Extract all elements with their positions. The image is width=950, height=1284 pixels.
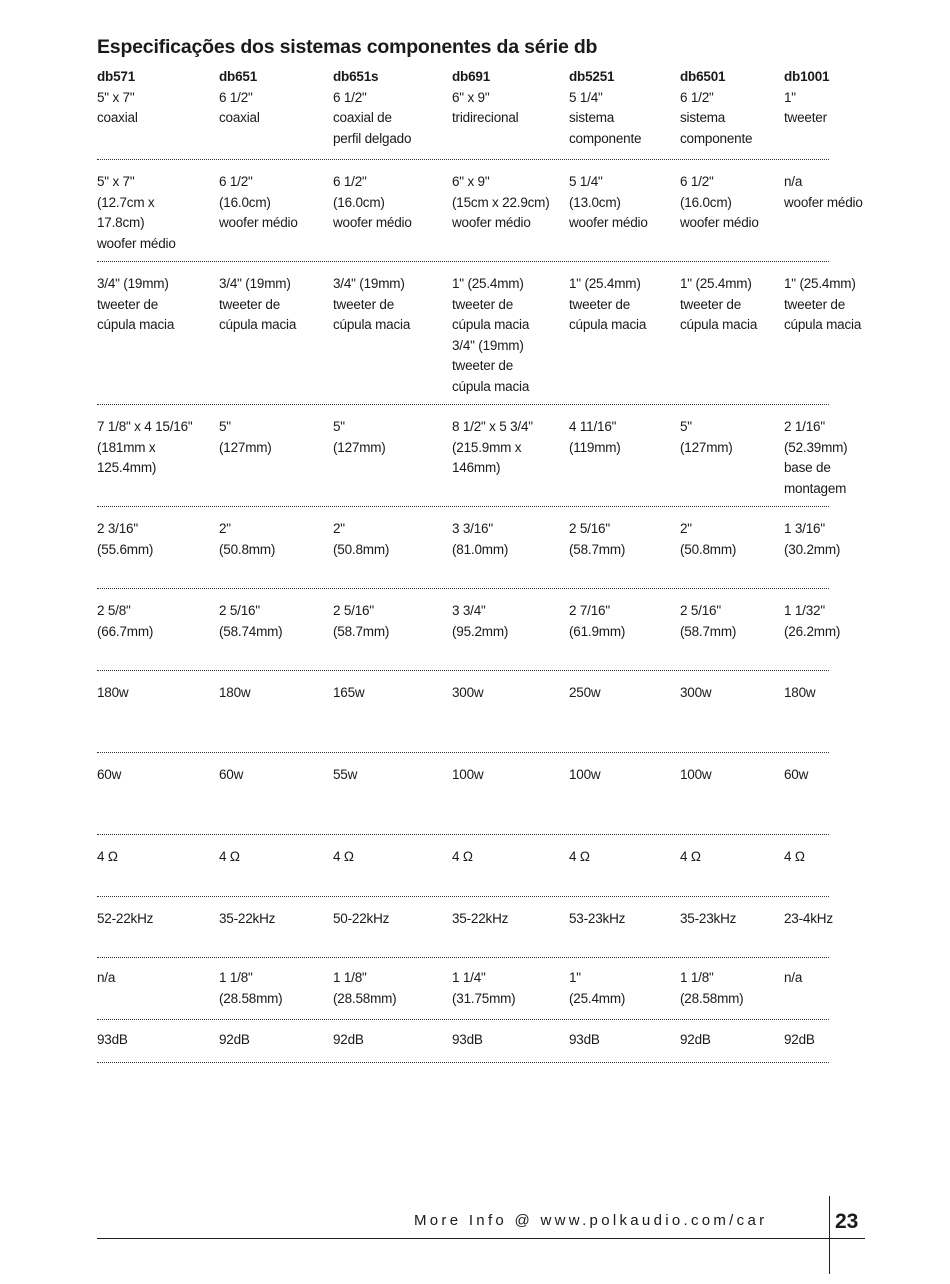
cell-text: 4 11/16" [569, 419, 617, 434]
cell-text: 165w [333, 685, 365, 700]
table-cell [680, 683, 711, 704]
table-cell [97, 519, 153, 560]
cell-text: 50-22kHz [333, 911, 390, 926]
model-description: 1" [784, 89, 796, 105]
table-cell [784, 847, 805, 868]
table-cell [97, 274, 174, 336]
page-number: 23 [835, 1210, 859, 1233]
cell-text: cúpula macia [452, 378, 530, 394]
cell-text: 3/4" (19mm) [333, 276, 405, 291]
cell-text: 93dB [97, 1032, 128, 1047]
model-header-cell [452, 67, 518, 129]
cell-text: tweeter de [452, 358, 514, 373]
cell-text: 35-23kHz [680, 911, 737, 926]
table-cell [333, 601, 389, 642]
cell-text: (52.39mm) [784, 439, 848, 455]
cell-text: (58.7mm) [333, 623, 390, 639]
cell-text: woofer médio [680, 215, 759, 230]
model-description: perfil delgado [333, 130, 412, 146]
table-cell [680, 601, 736, 642]
model-description: componente [569, 130, 642, 146]
model-description: sistema [569, 110, 615, 125]
table-cell [680, 847, 701, 868]
cell-text: n/a [97, 970, 116, 985]
table-cell [97, 683, 128, 704]
table-cell [784, 683, 815, 704]
table-cell [219, 683, 250, 704]
table-cell [97, 601, 153, 642]
table-cell [97, 847, 118, 868]
cell-text: woofer médio [333, 215, 412, 230]
table-cell [784, 968, 802, 989]
table-cell [569, 847, 590, 868]
cell-text: cúpula macia [680, 317, 758, 332]
cell-text: 7 1/8" x 4 15/16" [97, 419, 193, 434]
table-cell [784, 417, 847, 499]
cell-text: (50.8mm) [333, 541, 390, 557]
cell-text: (58.7mm) [680, 623, 737, 639]
table-cell [333, 909, 389, 930]
cell-text: 4 Ω [333, 849, 354, 864]
cell-text: 93dB [452, 1032, 483, 1047]
cell-text: cúpula macia [569, 317, 647, 332]
cell-text: woofer médio [784, 194, 863, 210]
cell-text: 35-22kHz [452, 911, 509, 926]
cell-text: woofer médio [97, 235, 176, 251]
cell-text: tweeter de [680, 296, 742, 312]
cell-text: woofer médio [452, 215, 531, 230]
model-description: componente [680, 130, 753, 146]
table-cell [97, 909, 153, 930]
cell-text: 3/4" (19mm) [219, 276, 291, 291]
cell-text: 23-4kHz [784, 911, 833, 926]
cell-text: 3/4" (19mm) [452, 337, 524, 353]
table-cell [333, 683, 364, 704]
cell-text: (66.7mm) [97, 623, 154, 639]
cell-text: 6 1/2" [219, 174, 253, 189]
table-cell [680, 1030, 711, 1051]
table-row [97, 671, 829, 753]
cell-text: (215.9mm x [452, 439, 522, 455]
table-cell [333, 172, 412, 234]
cell-text: 4 Ω [680, 849, 701, 864]
cell-text: 60w [97, 767, 122, 782]
cell-text: 1 1/8" [219, 970, 253, 985]
model-header-cell [784, 67, 829, 129]
cell-text: (26.2mm) [784, 623, 841, 639]
table-cell [569, 274, 646, 336]
model-name: db6501 [680, 69, 726, 84]
cell-text: 3 3/16" [452, 521, 493, 536]
cell-text: cúpula macia [219, 317, 297, 332]
model-header-cell [97, 67, 138, 129]
cell-text: 4 Ω [784, 849, 805, 864]
table-row [97, 958, 829, 1020]
cell-text: 35-22kHz [219, 911, 276, 926]
cell-text: tweeter de [333, 296, 395, 312]
table-row [97, 589, 841, 671]
cell-text: (25.4mm) [569, 990, 626, 1006]
cell-text: tweeter de [452, 296, 514, 312]
cell-text: 1 3/16" [784, 521, 825, 536]
cell-text: cúpula macia [97, 317, 175, 332]
cell-text: 250w [569, 685, 601, 700]
table-cell [569, 683, 600, 704]
cell-text: 2 1/16" [784, 419, 825, 434]
cell-text: 5" [680, 419, 692, 434]
cell-text: (61.9mm) [569, 623, 626, 639]
table-cell [452, 765, 483, 786]
table-cell [784, 274, 861, 336]
table-row [97, 160, 863, 262]
cell-text: 300w [680, 685, 712, 700]
model-description: 6" x 9" [452, 89, 490, 105]
table-cell [333, 968, 396, 1009]
cell-text: 1" (25.4mm) [784, 276, 856, 291]
cell-text: (127mm) [333, 439, 386, 455]
table-cell [569, 765, 600, 786]
cell-text: tweeter de [569, 296, 631, 312]
cell-text: cúpula macia [784, 317, 862, 332]
cell-text: (58.74mm) [219, 623, 283, 639]
cell-text: (28.58mm) [333, 990, 397, 1006]
cell-text: 100w [569, 767, 601, 782]
table-row [97, 897, 833, 958]
cell-text: n/a [784, 970, 803, 985]
model-description: tweeter [784, 110, 827, 125]
cell-text: 180w [97, 685, 129, 700]
cell-text: cúpula macia [452, 317, 530, 332]
model-name: db1001 [784, 69, 830, 84]
table-cell [569, 1030, 600, 1051]
cell-text: 92dB [333, 1032, 364, 1047]
table-cell [219, 601, 282, 642]
cell-text: 125.4mm) [97, 460, 157, 475]
table-cell [452, 683, 483, 704]
table-cell [97, 968, 115, 989]
model-description: coaxial de [333, 110, 392, 125]
table-cell [219, 274, 296, 336]
cell-text: (31.75mm) [452, 990, 516, 1006]
cell-text: 2 5/16" [569, 521, 610, 536]
footer-rule [97, 1238, 865, 1239]
table-cell [452, 601, 508, 642]
cell-text: (28.58mm) [219, 990, 283, 1006]
table-cell [680, 968, 743, 1009]
table-cell [452, 847, 473, 868]
model-description: sistema [680, 110, 726, 125]
cell-text: woofer médio [219, 215, 298, 230]
cell-text: montagem [784, 480, 847, 496]
cell-text: 1" [569, 970, 581, 985]
cell-text: n/a [784, 174, 803, 189]
cell-text: (119mm) [569, 439, 621, 455]
table-row [97, 262, 862, 405]
cell-text: 2 5/16" [333, 603, 374, 618]
cell-text: 4 Ω [219, 849, 240, 864]
cell-text: 3 3/4" [452, 603, 486, 618]
model-name: db691 [452, 69, 491, 84]
table-cell [333, 519, 389, 560]
cell-text: (28.58mm) [680, 990, 744, 1006]
cell-text: 53-23kHz [569, 911, 626, 926]
cell-text: (30.2mm) [784, 541, 841, 557]
model-name: db5251 [569, 69, 615, 84]
model-description: coaxial [97, 110, 138, 125]
table-cell [219, 909, 275, 930]
cell-text: 55w [333, 767, 358, 782]
table-cell [452, 274, 529, 397]
table-cell [680, 274, 757, 336]
model-header-cell [333, 67, 411, 149]
table-cell [452, 909, 508, 930]
cell-text: (95.2mm) [452, 623, 509, 639]
cell-text: 1" (25.4mm) [569, 276, 641, 291]
cell-text: 2 7/16" [569, 603, 610, 618]
cell-text: tweeter de [219, 296, 281, 312]
model-description: 6 1/2" [219, 89, 253, 105]
cell-text: 92dB [219, 1032, 250, 1047]
table-cell [784, 601, 840, 642]
cell-text: 6 1/2" [333, 174, 367, 189]
table-cell [680, 909, 736, 930]
cell-text: 1 1/32" [784, 603, 825, 618]
cell-text: 146mm) [452, 460, 501, 475]
table-cell [784, 909, 833, 930]
model-name: db651s [333, 69, 379, 84]
cell-text: 180w [219, 685, 251, 700]
cell-text: 2 5/16" [219, 603, 260, 618]
table-cell [569, 601, 625, 642]
cell-text: 4 Ω [97, 849, 118, 864]
cell-text: 92dB [680, 1032, 711, 1047]
cell-text: (50.8mm) [219, 541, 276, 557]
model-header-cell [219, 67, 260, 129]
table-cell [219, 519, 275, 560]
table-cell [333, 765, 357, 786]
model-description: 6 1/2" [680, 89, 714, 105]
cell-text: 2 5/8" [97, 603, 131, 618]
model-name: db571 [97, 69, 136, 84]
cell-text: 1" (25.4mm) [680, 276, 752, 291]
footer-website-text: More Info @ www.polkaudio.com/car [414, 1212, 768, 1229]
table-cell [219, 172, 298, 234]
table-cell [219, 847, 240, 868]
cell-text: (16.0cm) [333, 194, 385, 210]
table-cell [333, 417, 386, 458]
model-description: 5" x 7" [97, 89, 135, 105]
table-cell [219, 1030, 250, 1051]
cell-text: (16.0cm) [680, 194, 732, 210]
table-cell [97, 1030, 128, 1051]
cell-text: 1 1/4" [452, 970, 486, 985]
model-description: tridirecional [452, 110, 519, 125]
cell-text: cúpula macia [333, 317, 411, 332]
table-row [97, 835, 829, 897]
model-description: coaxial [219, 110, 260, 125]
cell-text: 5" [333, 419, 345, 434]
cell-text: 8 1/2" x 5 3/4" [452, 419, 533, 434]
table-cell [97, 172, 176, 254]
table-row [97, 405, 848, 507]
footer-divider [829, 1196, 830, 1274]
table-cell [97, 417, 193, 479]
cell-text: 2" [680, 521, 692, 536]
cell-text: 92dB [784, 1032, 815, 1047]
cell-text: 2 3/16" [97, 521, 138, 536]
table-cell [569, 968, 625, 1009]
cell-text: (127mm) [219, 439, 272, 455]
cell-text: tweeter de [784, 296, 846, 312]
table-cell [784, 172, 863, 213]
table-cell [219, 968, 282, 1009]
table-row [97, 1020, 829, 1063]
cell-text: 1 1/8" [680, 970, 714, 985]
table-cell [333, 847, 354, 868]
cell-text: tweeter de [97, 296, 159, 312]
cell-text: (81.0mm) [452, 541, 509, 557]
cell-text: (50.8mm) [680, 541, 737, 557]
cell-text: (13.0cm) [569, 194, 621, 210]
table-cell [333, 274, 410, 336]
cell-text: 5" x 7" [97, 174, 135, 189]
page-title: Especificações dos sistemas componentes da série db [97, 36, 598, 58]
table-cell [680, 417, 733, 458]
cell-text: 60w [219, 767, 244, 782]
table-cell [569, 519, 625, 560]
model-description: 6 1/2" [333, 89, 367, 105]
table-cell [680, 519, 736, 560]
table-cell [569, 172, 648, 234]
cell-text: (15cm x 22.9cm) [452, 194, 550, 210]
table-cell [333, 1030, 364, 1051]
cell-text: 4 Ω [569, 849, 590, 864]
cell-text: 1" (25.4mm) [452, 276, 524, 291]
table-cell [452, 968, 515, 1009]
cell-text: 300w [452, 685, 484, 700]
table-cell [680, 172, 759, 234]
table-cell [569, 417, 621, 458]
table-row [97, 753, 829, 835]
model-header-cell [569, 67, 641, 149]
cell-text: 93dB [569, 1032, 600, 1047]
cell-text: 6 1/2" [680, 174, 714, 189]
cell-text: (16.0cm) [219, 194, 271, 210]
header-row [97, 67, 829, 160]
table-cell [784, 765, 808, 786]
cell-text: (58.7mm) [569, 541, 626, 557]
table-cell [452, 519, 508, 560]
cell-text: 100w [680, 767, 712, 782]
model-description: 5 1/4" [569, 89, 603, 105]
cell-text: 17.8cm) [97, 215, 145, 230]
table-cell [680, 765, 711, 786]
cell-text: 6" x 9" [452, 174, 490, 189]
cell-text: base de [784, 460, 831, 475]
table-cell [569, 909, 625, 930]
model-name: db651 [219, 69, 258, 84]
table-cell [219, 417, 272, 458]
model-header-cell [680, 67, 752, 149]
table-cell [784, 519, 840, 560]
cell-text: 5 1/4" [569, 174, 603, 189]
table-cell [452, 172, 550, 234]
cell-text: 1 1/8" [333, 970, 367, 985]
cell-text: (55.6mm) [97, 541, 154, 557]
cell-text: 2 5/16" [680, 603, 721, 618]
cell-text: 2" [333, 521, 345, 536]
table-cell [784, 1030, 815, 1051]
table-cell [452, 1030, 483, 1051]
cell-text: 180w [784, 685, 816, 700]
table-cell [97, 765, 121, 786]
cell-text: 5" [219, 419, 231, 434]
cell-text: (127mm) [680, 439, 733, 455]
cell-text: (12.7cm x [97, 194, 155, 210]
cell-text: 4 Ω [452, 849, 473, 864]
specs-table [97, 67, 863, 1063]
cell-text: (181mm x [97, 439, 156, 455]
table-cell [219, 765, 243, 786]
table-row [97, 507, 841, 589]
cell-text: 2" [219, 521, 231, 536]
cell-text: woofer médio [569, 215, 648, 230]
cell-text: 3/4" (19mm) [97, 276, 169, 291]
cell-text: 52-22kHz [97, 911, 154, 926]
cell-text: 100w [452, 767, 484, 782]
cell-text: 60w [784, 767, 809, 782]
table-cell [452, 417, 533, 479]
